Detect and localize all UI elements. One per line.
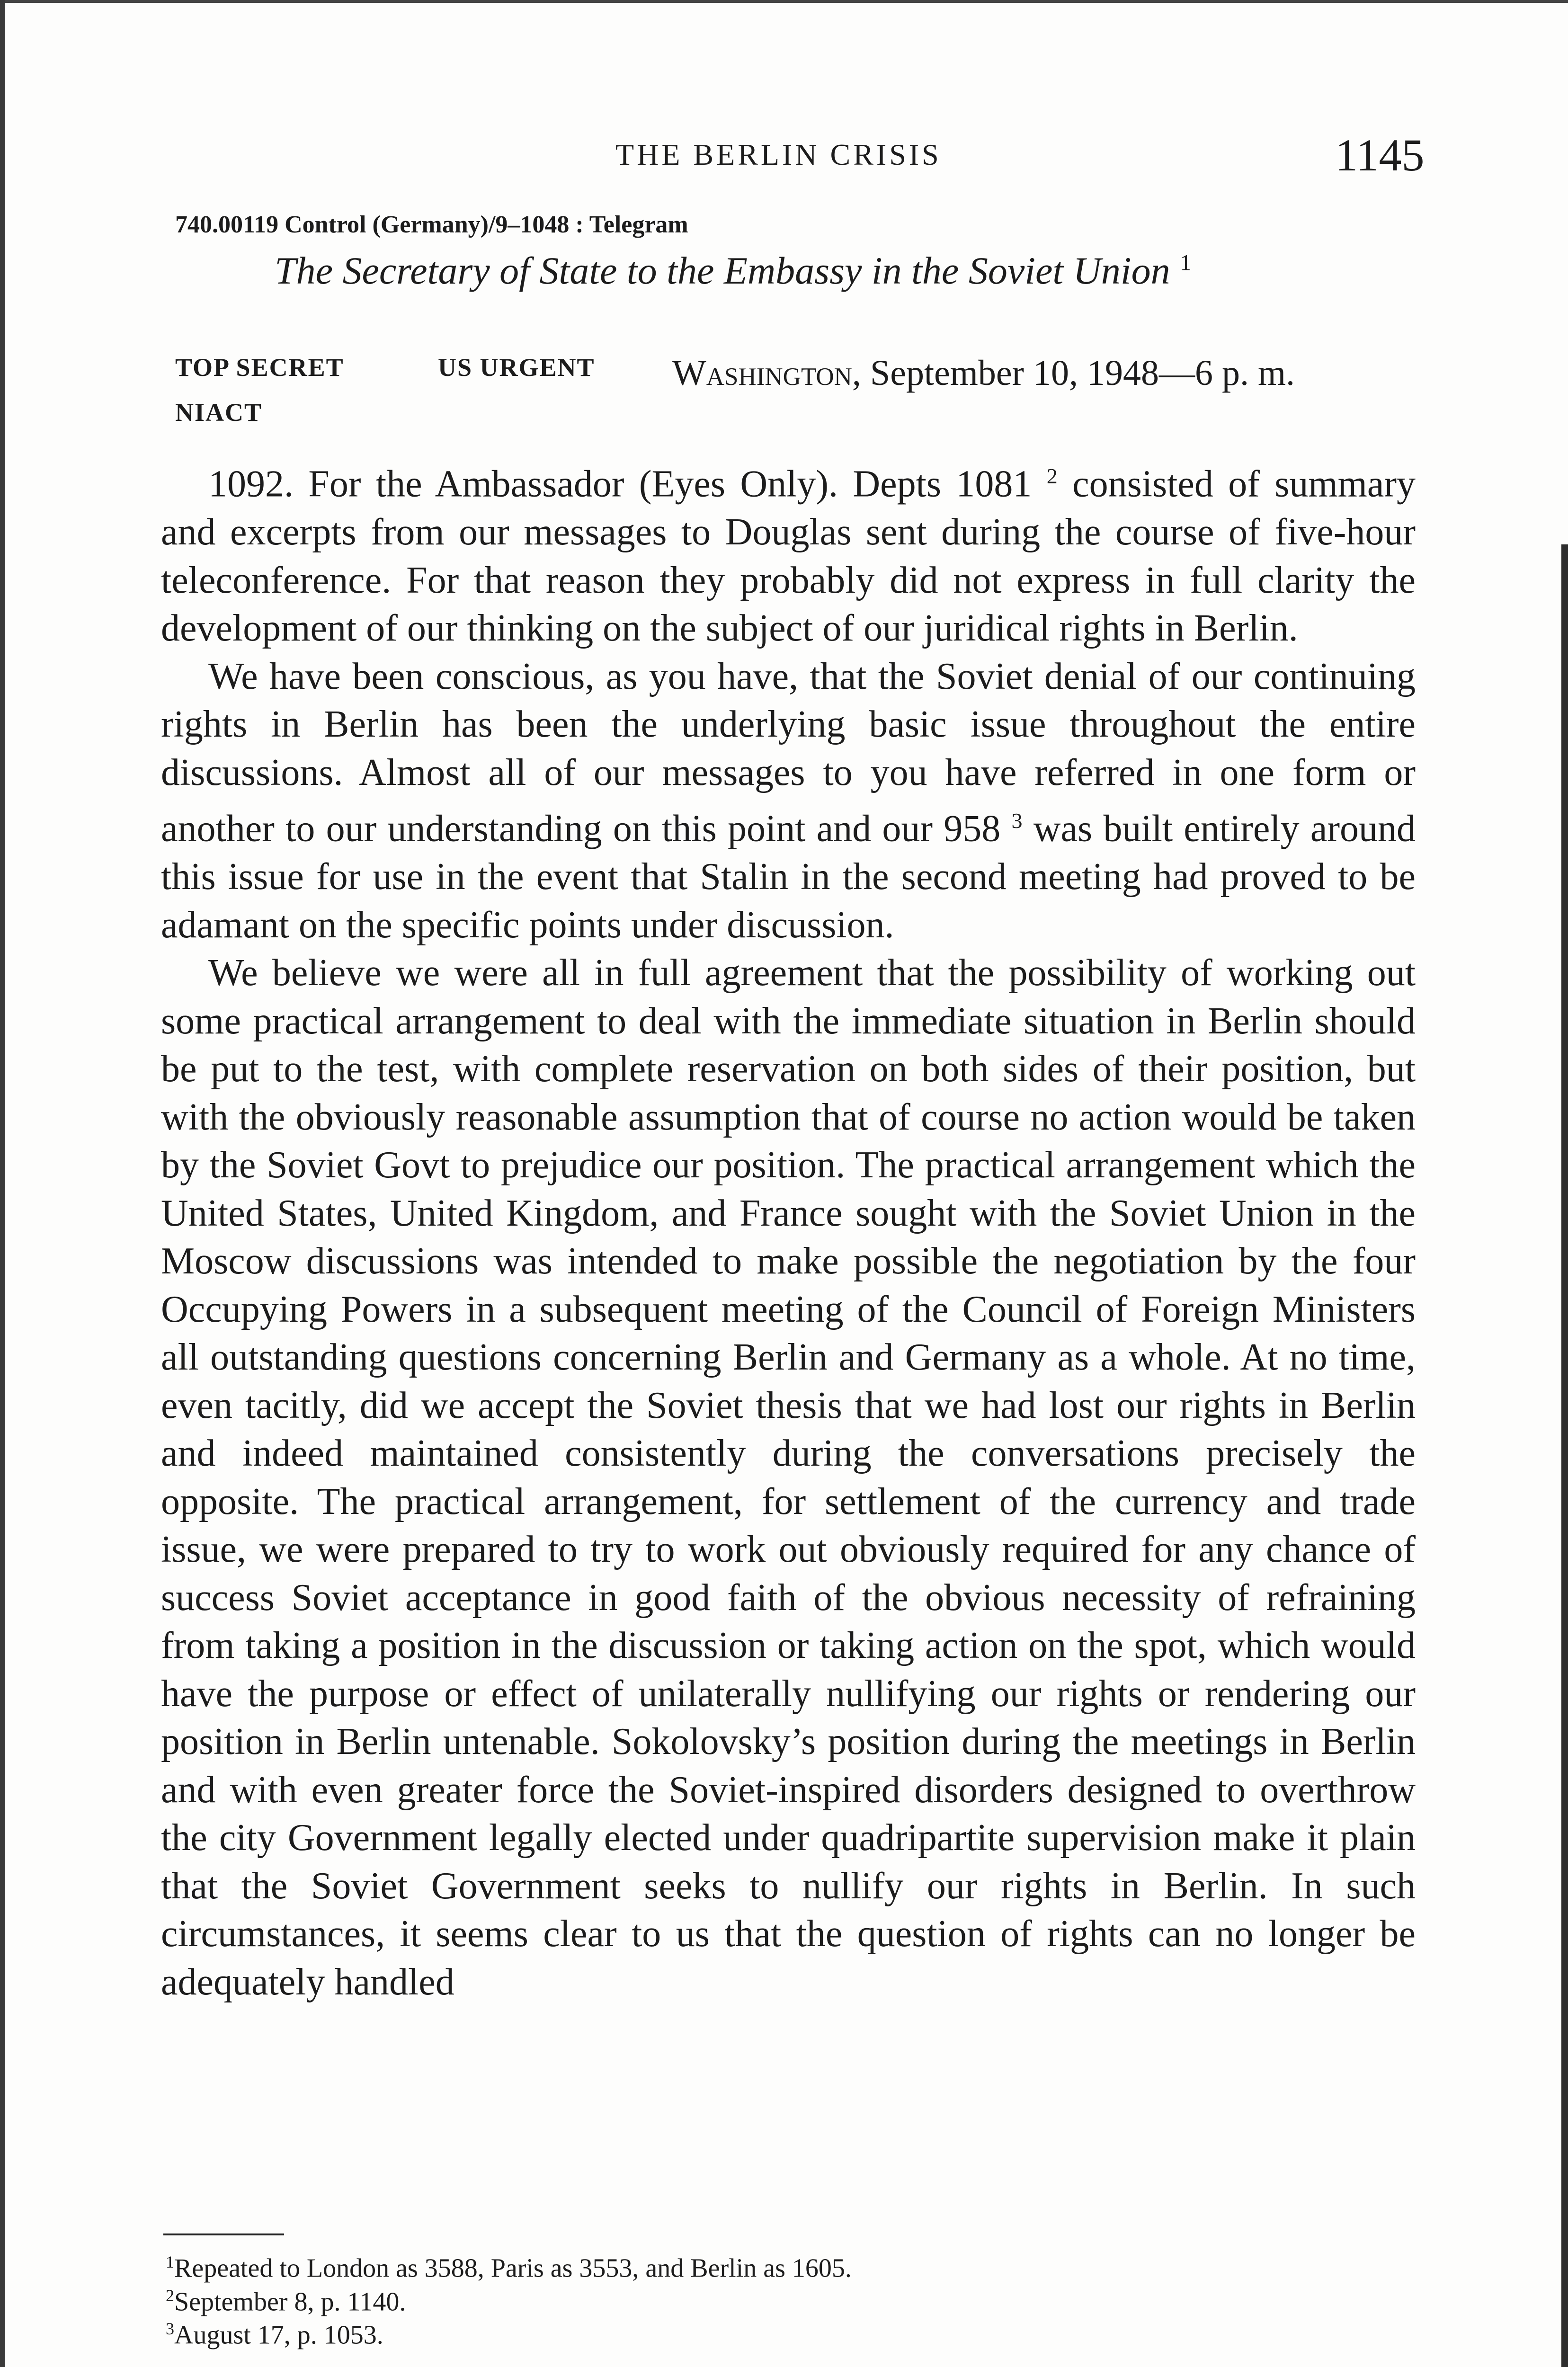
classification-top-secret: TOP SECRET [175,353,344,382]
page-top-edge [0,0,1568,3]
footnote-ref: 1 [1180,250,1192,276]
telegram-body [161,452,1416,2006]
classification-us-urgent: US URGENT [438,353,595,382]
footnote [166,2282,852,2316]
paragraph [161,653,1416,950]
footnote [166,2315,852,2349]
document-title-text: The Secretary of State to the Embassy in the Soviet Union [275,249,1170,292]
footnote-text: Repeated to London as 3588, Paris as 3553, and Berlin as 1605. [174,2253,852,2283]
paragraph-text: 1092. For the Ambassador (Eyes Only). Depts 1081 [208,463,1032,505]
paragraph-text: We have been conscious, as you have, that the Soviet denial of our continuing rights in Berlin has been the underlying basic issue throughout the entire discussions. Almost all of our messages to you have referred in one form or another to our understanding on this point and our 958 [161,655,1416,850]
footnote-text: August 17, p. 1053. [174,2320,383,2350]
paragraph-text: was built entirely around this issue for use in the event that Stalin in the second meeting had proved to be adamant on the specific points under discussion. [161,808,1416,946]
footnote-text: September 8, p. 1140. [174,2287,406,2317]
paragraph: We believe we were all in full agreement that the possibility of working out some practical arrangement to deal with the immediate situation in Berlin should be put to the test, with complete reservation on both sides of their position, but with the obviously reasonable assumption that of course no action would be taken by the Soviet Govt to prejudice our position. The practical arrangement which the United States, United Kingdom, and France sought with the Soviet Union in the Moscow discussions was intended to make possible the negotiation by the four Occupying Powers in a subsequent meeting of the Council of Foreign Ministers all outstanding questions concerning Berlin and Germany as a whole. At no time, even tacitly, did we accept the Soviet thesis that we had lost our rights in Berlin and indeed maintained consistently during the conversations precisely the opposite. The practical arrangement, for settlement of the currency and trade issue, we were prepared to try to work out obviously required for any chance of success Soviet acceptance in good faith of the obvious necessity of refraining from taking a position in the discussion or taking action on the spot, which would have the purpose or effect of unilaterally nullifying our rights or rendering our position in Berlin untenable. Sokolovsky’s position during the meetings in Berlin and with even greater force the Soviet-inspired disorders designed to overthrow the city Government legally elected under quadripartite supervision make it plain that the Soviet Government seeks to nullify our rights in Berlin. In such circumstances, it seems clear to us that the question of rights can no longer be adequately handled [161,952,1416,2003]
footnote-mark: 2 [166,2286,174,2305]
footnote-ref: 2 [1046,464,1058,488]
paragraph [161,452,1416,653]
page-number: 1145 [1335,130,1425,180]
page-right-edge [1561,544,1568,2367]
footnotes [166,2249,852,2349]
document-title [275,249,1191,293]
footnote-ref: 3 [1011,809,1023,833]
dateline-date: September 10, 1948—6 p. m. [870,353,1295,393]
footnote [166,2249,852,2282]
dateline-place: Washington, [672,353,861,393]
page-left-edge [0,0,5,2367]
classification-niact: NIACT [175,398,263,427]
running-head: THE BERLIN CRISIS [615,138,942,171]
file-reference: 740.00119 Control (Germany)/9–1048 : Telegram [175,211,688,238]
footnote-rule [163,2234,284,2235]
dateline [672,353,1295,394]
paragraph-text: consisted of summary and excerpts from our messages to Douglas sent during the course of five-hour teleconference. For that reason they probably did not express in full clarity the development of our thinking on the subject of our juridical rights in Berlin. [161,463,1416,650]
footnote-mark: 1 [166,2252,174,2271]
footnote-mark: 3 [166,2319,174,2339]
